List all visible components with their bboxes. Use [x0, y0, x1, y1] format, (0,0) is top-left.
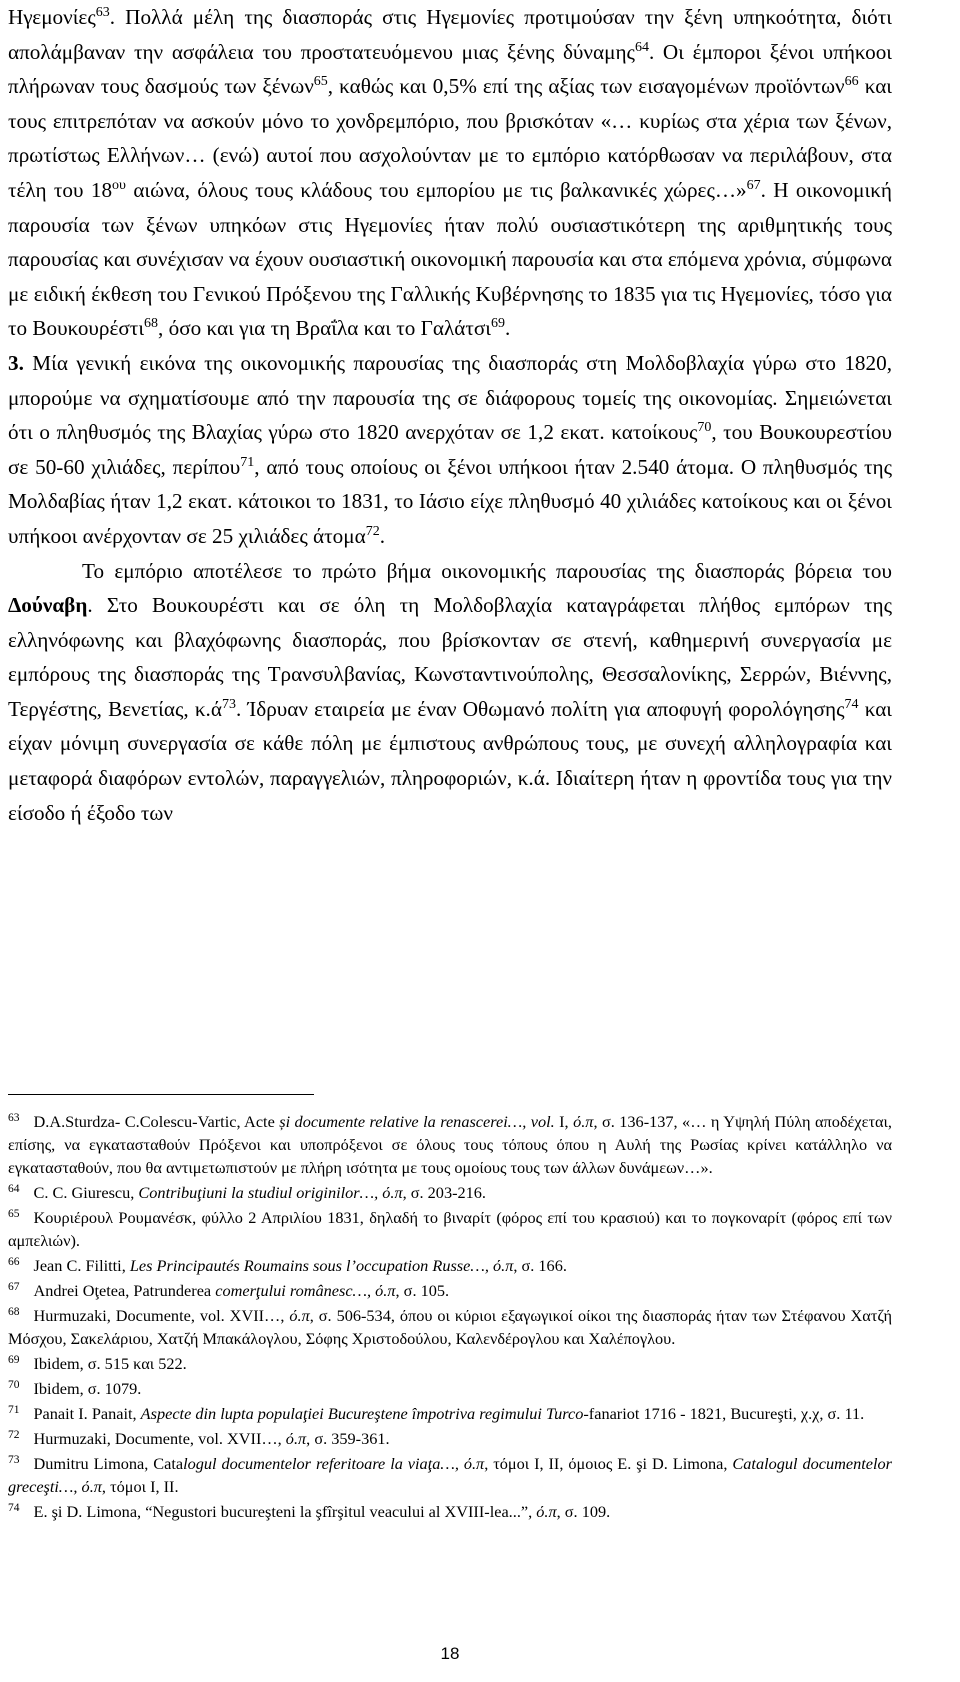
- footnote-text: Panait I. Panait,: [33, 1404, 141, 1423]
- footnote-ref: 69: [491, 316, 505, 332]
- footnote-text: ό.π: [536, 1502, 557, 1521]
- footnote-ref: 72: [365, 523, 380, 539]
- text-run: Ηγεμονίες: [8, 5, 96, 29]
- footnote: [8, 1377, 892, 1400]
- footnote: [8, 1352, 892, 1375]
- footnote-number: 65: [8, 1207, 20, 1220]
- text-run: , καθώς και 0,5% επί της αξίας των εισαγομένων προϊόντων: [327, 74, 845, 99]
- footnote-ref: 66: [844, 74, 859, 90]
- footnote-text: ό.π: [289, 1306, 310, 1325]
- footnote-number: 70: [8, 1378, 20, 1391]
- footnote-text: comerţului românesc…, ό.π: [215, 1281, 396, 1300]
- footnote-ref: 67: [746, 177, 761, 193]
- footnote-separator: [8, 1094, 314, 1095]
- text-run: . Στο Βουκουρέστι και σε όλη τη Μολδοβλαχία καταγράφεται πλήθος εμπόρων της ελληνόφωνης και βλαχόφωνης διασποράς, που βρίσκονταν σε στενή, καθημερινή συνεργασία με εμπόρους της διασποράς της Τρανσυλβανίας, Κωνσταντινούπολης, Θεσσαλονίκης, Σερρών, Βιέννης, Τεργέστης, Βενετίας, κ.ά: [8, 593, 892, 721]
- footnote-number: 63: [8, 1111, 20, 1124]
- footnote: [8, 1254, 892, 1277]
- bold-term: Δούναβη: [8, 593, 88, 618]
- footnote-text: , σ. 109.: [556, 1502, 611, 1521]
- footnote-text: ό.π: [573, 1112, 594, 1131]
- footnote: [8, 1304, 892, 1350]
- text-run: , του Βουκουρεστίου σε 50-60 χιλιάδες, περίπου: [8, 420, 892, 479]
- text-run: αιώνα, όλους τους κλάδους του εμπορίου με τις βαλκανικές χώρες…»: [125, 177, 747, 202]
- text-run: . Η οικονομική παρουσία των ξένων υπηκόων στις Ηγεμονίες ήταν πολύ ουσιαστικότερη της αριθμητικής τους παρουσίας και συνέχισαν να έχουν ουσιαστική οικονομική παρουσία και στα επόμενα χρόνια, σύμφωνα με ειδική έκθεση του Γενικού Πρόξενου της Γαλλικής Κυβέρνησης το 1835 για τις Ηγεμονίες, τόσο για το Βουκουρέστι: [8, 177, 892, 341]
- footnote-text: , τόμοι I, II.: [101, 1477, 179, 1496]
- text-run: . Οι έμποροι ξένοι υπήκοοι πλήρωναν τους δασμούς των ξένων: [8, 39, 892, 99]
- text-run: , από τους οποίους οι ξένοι υπήκοοι ήταν 2.540 άτομα. Ο πληθυσμός της Μολδαβίας ήταν 1,2 εκατ. κάτοικοι το 1831, το Ιάσιο είχε πληθυσμό 40 χιλιάδες κατοίκους και οι ξένοι υπήκοοι ανέρχονταν σε 25 χιλιάδες άτομα: [8, 454, 892, 548]
- main-text: [8, 0, 892, 830]
- footnotes: [8, 1110, 892, 1525]
- footnote-text: Aspecte din lupta populaţiei Bucureştene împotriva regimului Turco: [140, 1404, 584, 1423]
- footnote: [8, 1206, 892, 1252]
- footnote-ref: 64: [634, 39, 649, 55]
- footnote-number: 74: [8, 1501, 20, 1514]
- footnote-text: Jean C. Filitti,: [33, 1256, 130, 1275]
- superscript-ordinal: ου: [112, 177, 126, 193]
- footnote-ref: 65: [313, 74, 328, 90]
- footnote-ref: 70: [697, 420, 712, 436]
- footnote-text: , σ. 166.: [513, 1256, 567, 1275]
- footnote: [8, 1427, 892, 1450]
- text-run: .: [379, 523, 385, 548]
- text-run: . Πολλά μέλη της διασποράς στις Ηγεμονίες προτιμούσαν την ξένη υπηκοότητα, διότι απολάμβαναν την ασφάλεια του προστατευόμενου μιας ξένης δύναμης: [8, 5, 892, 64]
- text-run: Μία γενική εικόνα της οικονομικής παρουσίας της διασποράς στη Μολδοβλαχία γύρω στο 1820, μπορούμε να σχηματίσουμε από την παρουσία της σε διάφορους τομείς της οικονομίας. Σημειώνεται ότι ο πληθυσμός της Βλαχίας γύρω στο 1820 ανερχόταν σε 1,2 εκατ. κατοίκους: [8, 350, 892, 445]
- text-run: . Ίδρυαν εταιρεία με έναν Οθωμανό πολίτη για αποφυγή φορολόγησης: [235, 696, 845, 721]
- footnote-text: I,: [554, 1112, 574, 1131]
- paragraph-3: [8, 554, 892, 831]
- footnote-ref: 73: [221, 696, 236, 712]
- footnote-text: Dumitru Limona, Cata: [33, 1454, 184, 1473]
- footnote: [8, 1279, 892, 1302]
- footnote-ref: 71: [240, 454, 255, 470]
- footnote-text: -fanariot 1716 - 1821, Bucureşti, χ.χ, σ. 11.: [583, 1404, 865, 1423]
- footnote-text: Ibidem, σ. 1079.: [33, 1379, 142, 1398]
- footnote-text: , σ. 506-534, όπου οι κύριοι εξαγωγικοί οίκοι της διασποράς ήταν των Στέφανου Χατζή Μόσχου, Σακελάριου, Χατζή Μπακάλογλου, Σόφης Χριστοδούλου, Καλενδέρογλου και Χαλέπογλου.: [8, 1306, 893, 1348]
- paragraph-2: [8, 346, 892, 554]
- text-run: , όσο και για τη Βραΐλα και το Γαλάτσι: [158, 316, 491, 341]
- footnote-number: 68: [8, 1305, 20, 1318]
- footnote-number: 67: [8, 1280, 20, 1293]
- footnote: [8, 1500, 892, 1523]
- footnote-number: 71: [8, 1403, 20, 1416]
- footnote: [8, 1402, 892, 1425]
- footnote: [8, 1181, 892, 1204]
- footnote: [8, 1110, 892, 1179]
- footnote-text: Les Principautés Roumains sous l’occupation Russe…, ό.π: [129, 1256, 514, 1275]
- text-run: και είχαν μόνιμη συνεργασία σε κάθε πόλη με έμπιστους ανθρώπους τους, με συνεχή αλληλογραφία και μεταφορά διαφόρων εντολών, παραγγελιών, πληροφοριών, κ.ά. Ιδιαίτερη ήταν η φροντίδα τους για την είσοδο ή έξοδο των: [8, 696, 893, 825]
- footnote-number: 69: [8, 1353, 20, 1366]
- document-page: [8, 0, 893, 1521]
- footnote-number: 64: [8, 1182, 20, 1195]
- footnote-text: Κουριέρουλ Ρουμανέσκ, φύλλο 2 Απριλίου 1831, δηλαδή το βιναρίτ (φόρος επί του κρασιού) και το πογκοναρίτ (φόρος επί των αμπελιών).: [8, 1208, 892, 1250]
- footnote-ref: 74: [844, 696, 859, 712]
- footnote-text: , σ. 105.: [395, 1281, 450, 1300]
- footnote-number: 73: [8, 1453, 20, 1466]
- page-number: 18: [440, 1644, 460, 1663]
- footnote-text: Andrei Oţetea, Patrunderea: [33, 1281, 216, 1300]
- footnote-text: Hurmuzaki, Documente, vol. XVII…,: [33, 1429, 286, 1448]
- footnote: [8, 1452, 892, 1498]
- footnote-text: și documente relative la renascerei…, vol.: [279, 1112, 555, 1131]
- footnote-text: logul documentelor referitoare la viaţa…, ό.π: [183, 1454, 485, 1473]
- footnote-text: , σ. 136-137, «… η Υψηλή Πύλη αποδέχεται, επίσης, να εγκατασταθούν Πρόξενοι και υποπρόξενοι σε όλους τους τόπους όπου η Αυλή της Ρωσίας κρίνει κατάλληλο να εγκατασταθούν, που θα αντιμετωπιστούν με πλήρη ισότητα με τους ομοίους τους των άλλων δυνάμεων…».: [8, 1112, 892, 1177]
- footnote-text: Ibidem, σ. 515 και 522.: [33, 1354, 187, 1373]
- footnote-text: , σ. 203-216.: [402, 1183, 487, 1202]
- footnote-text: E. şi D. Limona, “Negustori bucureşteni la şfîrşitul veacului al XVIII-lea...”,: [33, 1502, 537, 1521]
- section-number: 3.: [8, 350, 24, 375]
- footnote-number: 66: [8, 1255, 20, 1268]
- footnote-ref: 63: [95, 4, 110, 20]
- footnote-text: Catalogul documentelor greceşti…, ό.π: [8, 1454, 893, 1496]
- footnote-text: , τόμοι I, II, όμοιος E. şi D. Limona,: [484, 1454, 733, 1473]
- footnote-text: Hurmuzaki, Documente, vol. XVII…,: [33, 1306, 290, 1325]
- footnote-number: 72: [8, 1428, 20, 1441]
- footnote-text: ό.π: [285, 1429, 307, 1448]
- paragraph-1: [8, 0, 892, 346]
- footnote-text: Contribuţiuni la studiul originilor…, ό.π: [138, 1183, 403, 1202]
- footnote-text: , σ. 359-361.: [306, 1429, 390, 1448]
- footnote-text: D.A.Sturdza- C.Colescu-Vartic, Acte: [33, 1112, 280, 1131]
- footnote-text: C. C. Giurescu,: [33, 1183, 139, 1202]
- text-run: και τους επιτρεπόταν να ασκούν μόνο το χονδρεμπόριο, που βρισκόταν «… κυρίως στα χέρια των ξένων, πρωτίστως Ελλήνων… (ενώ) αυτοί που ασχολούνταν με το εμπόριο κατόρθωσαν να περιλάβουν, στα τέλη του 18: [8, 74, 892, 202]
- text-run: Το εμπόριο αποτέλεσε το πρώτο βήμα οικονομικής παρουσίας της διασποράς βόρεια του: [82, 558, 892, 583]
- text-run: .: [505, 316, 511, 341]
- footnote-ref: 68: [144, 316, 159, 332]
